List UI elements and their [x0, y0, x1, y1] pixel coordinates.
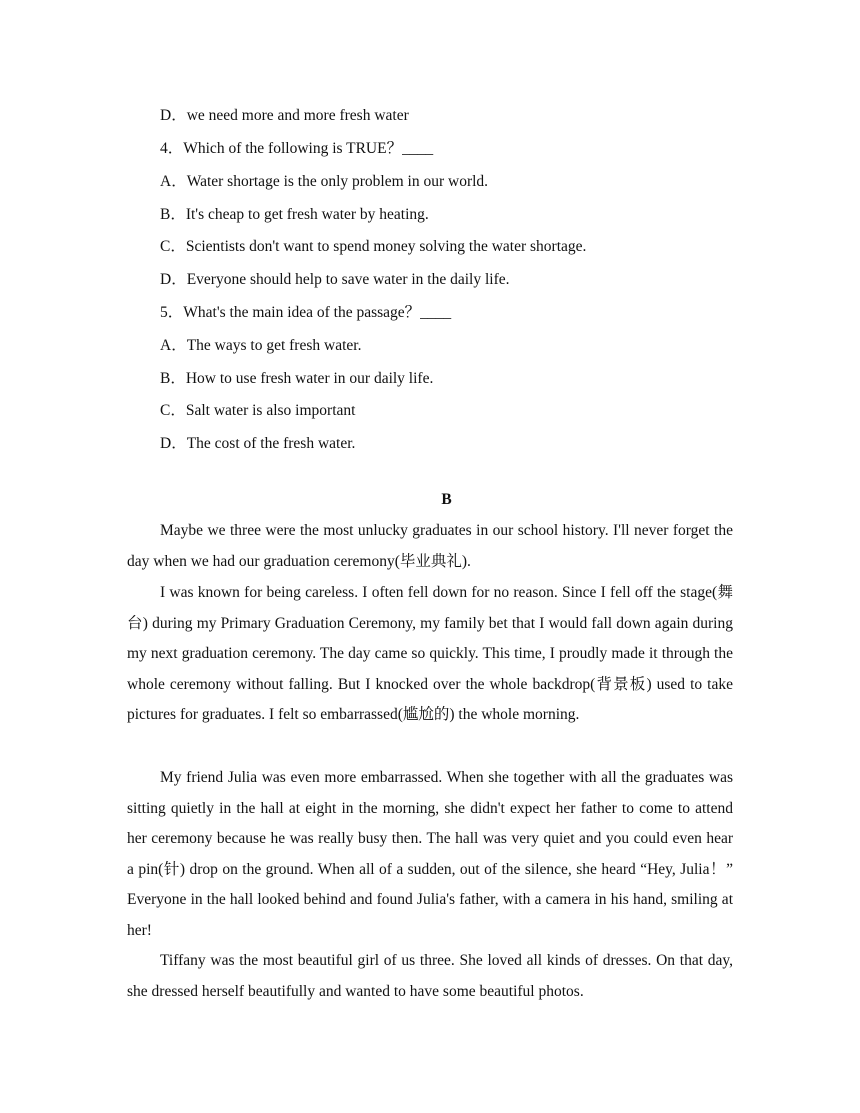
q5-option-a: A．The ways to get fresh water. [160, 337, 362, 354]
q3-option-d: D．we need more and more fresh water [160, 107, 409, 124]
q5-stem: 5．What's the main idea of the passage？____ [160, 304, 452, 321]
paragraph-2: I was known for being careless. I often fell down for no reason. Since I fell off the stage(舞台) during my Primary Graduation Ceremony, my family bet that I would fall down again during my next graduation ceremony. The day came so quickly. This time, I proudly made it through the whole ceremony without falling. But I knocked over the whole backdrop(背景板) used to take pictures for graduates. I felt so embarrassed(尴尬的) the whole morning. [127, 584, 733, 723]
q5-option-c: C．Salt water is also important [160, 402, 356, 419]
q4-stem: 4．Which of the following is TRUE？____ [160, 140, 434, 157]
section-b-heading: B [441, 491, 452, 508]
paragraph-1: Maybe we three were the most unlucky graduates in our school history. I'll never forget the day when we had our graduation ceremony(毕业典礼). [127, 522, 733, 570]
q4-option-a: A．Water shortage is the only problem in our world. [160, 173, 489, 190]
q5-option-b: B．How to use fresh water in our daily life. [160, 370, 434, 387]
q4-option-c: C．Scientists don't want to spend money solving the water shortage. [160, 238, 587, 255]
paragraph-4: Tiffany was the most beautiful girl of us three. She loved all kinds of dresses. On that day, she dressed herself beautifully and wanted to have some beautiful photos. [127, 952, 733, 1000]
q4-option-d: D．Everyone should help to save water in the daily life. [160, 271, 510, 288]
q4-option-b: B．It's cheap to get fresh water by heating. [160, 206, 429, 223]
paragraph-3: My friend Julia was even more embarrassed. When she together with all the graduates was sitting quietly in the hall at eight in the morning, she didn't expect her father to come to attend her ceremony because he was really busy then. The hall was very quiet and you could even hear a pin(针) drop on the ground. When all of a sudden, out of the silence, she heard “Hey, Julia！” Everyone in the hall looked behind and found Julia's father, with a camera in his hand, smiling at her! [127, 769, 733, 939]
q5-option-d: D．The cost of the fresh water. [160, 435, 356, 452]
